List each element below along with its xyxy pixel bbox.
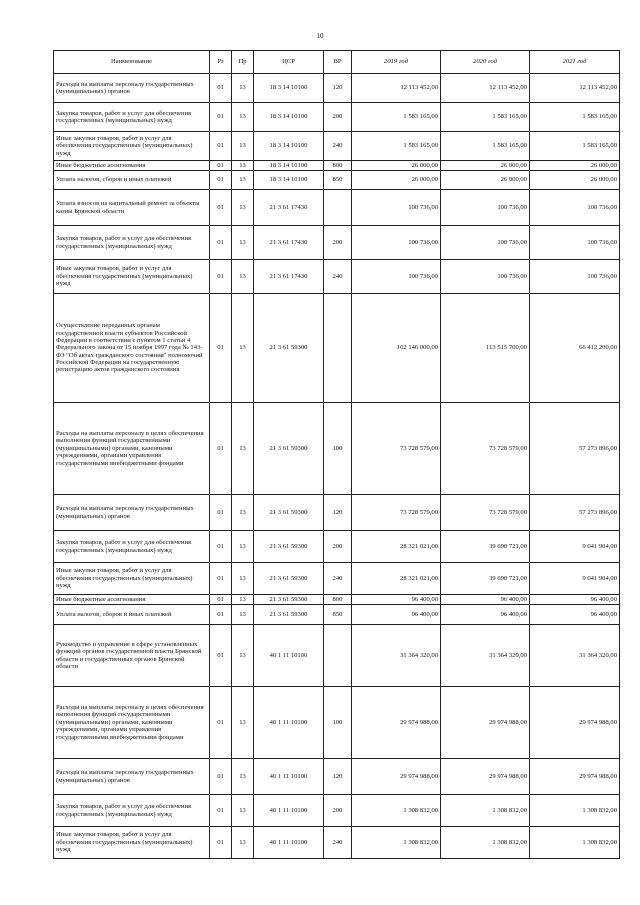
- cell-vr: 850: [324, 605, 352, 625]
- cell-y2021: 26 000,00: [530, 171, 620, 190]
- cell-name: Иные закупки товаров, работ и услуг для обеспечения государственных (муниципальных) нужд: [54, 827, 210, 859]
- cell-y2019: 26 000,00: [352, 171, 441, 190]
- cell-vr: 120: [324, 759, 352, 795]
- cell-rz: 01: [210, 190, 232, 226]
- cell-rz: 01: [210, 103, 232, 132]
- cell-csr: 18 3 14 10100: [254, 171, 324, 190]
- cell-pr: 13: [232, 132, 254, 161]
- cell-pr: 13: [232, 563, 254, 595]
- cell-vr: 800: [324, 161, 352, 171]
- header-name: Наименование: [54, 51, 210, 74]
- cell-y2019: 1 308 832,00: [352, 827, 441, 859]
- cell-y2020: 26 000,00: [441, 171, 530, 190]
- cell-y2020: 39 690 721,00: [441, 563, 530, 595]
- cell-pr: 13: [232, 827, 254, 859]
- cell-vr: 240: [324, 563, 352, 595]
- cell-y2019: 31 364 320,00: [352, 625, 441, 687]
- cell-csr: 21 3 61 17430: [254, 226, 324, 260]
- cell-y2019: 73 728 579,00: [352, 403, 441, 495]
- cell-name: Расходы на выплаты персоналу государственных (муниципальных) органов: [54, 495, 210, 531]
- cell-csr: 21 3 61 59300: [254, 294, 324, 403]
- cell-rz: 01: [210, 161, 232, 171]
- table-header-row: [54, 51, 620, 74]
- cell-csr: 21 3 61 59300: [254, 403, 324, 495]
- cell-y2020: 29 974 988,00: [441, 687, 530, 759]
- cell-vr: 800: [324, 595, 352, 605]
- cell-name: Расходы на выплаты персоналу государственных (муниципальных) органов: [54, 759, 210, 795]
- cell-csr: 40 1 11 10100: [254, 795, 324, 827]
- cell-y2020: 12 113 452,00: [441, 74, 530, 103]
- cell-name: Иные бюджетные ассигнования: [54, 595, 210, 605]
- cell-y2020: 31 364 320,00: [441, 625, 530, 687]
- table-row: [54, 294, 620, 403]
- cell-csr: 40 1 11 10100: [254, 827, 324, 859]
- page-number: 10: [316, 32, 324, 40]
- cell-name: Уплата налогов, сборов и иных платежей: [54, 171, 210, 190]
- header-2021: 2021 год: [530, 51, 620, 74]
- cell-pr: 13: [232, 595, 254, 605]
- cell-y2020: 73 728 579,00: [441, 495, 530, 531]
- cell-y2020: 100 736,00: [441, 190, 530, 226]
- cell-vr: [324, 190, 352, 226]
- cell-name: Иные закупки товаров, работ и услуг для обеспечения государственных (муниципальных) нужд: [54, 563, 210, 595]
- cell-y2021: 1 583 165,00: [530, 132, 620, 161]
- cell-rz: 01: [210, 294, 232, 403]
- cell-y2021: 96 400,00: [530, 595, 620, 605]
- cell-pr: 13: [232, 171, 254, 190]
- cell-y2019: 1 583 165,00: [352, 103, 441, 132]
- header-csr: ЦСР: [254, 51, 324, 74]
- cell-rz: 01: [210, 226, 232, 260]
- cell-y2020: 96 400,00: [441, 605, 530, 625]
- cell-csr: 21 3 61 59300: [254, 605, 324, 625]
- cell-pr: 13: [232, 495, 254, 531]
- cell-pr: 13: [232, 161, 254, 171]
- cell-name: Закупка товаров, работ и услуг для обеспечения государственных (муниципальных) нужд: [54, 531, 210, 563]
- cell-y2021: 1 308 832,00: [530, 795, 620, 827]
- cell-y2021: 57 273 896,00: [530, 403, 620, 495]
- cell-csr: 18 3 14 10100: [254, 161, 324, 171]
- cell-rz: 01: [210, 595, 232, 605]
- cell-y2019: 1 308 832,00: [352, 795, 441, 827]
- cell-rz: 01: [210, 132, 232, 161]
- cell-vr: 200: [324, 103, 352, 132]
- cell-csr: 18 3 14 10100: [254, 74, 324, 103]
- table-row: [54, 260, 620, 294]
- cell-y2020: 73 728 579,00: [441, 403, 530, 495]
- table-row: [54, 563, 620, 595]
- cell-y2020: 96 400,00: [441, 595, 530, 605]
- cell-y2020: 26 000,00: [441, 161, 530, 171]
- cell-rz: 01: [210, 531, 232, 563]
- table-row: [54, 403, 620, 495]
- cell-y2021: 26 000,00: [530, 161, 620, 171]
- cell-rz: 01: [210, 759, 232, 795]
- cell-vr: 240: [324, 132, 352, 161]
- cell-pr: 13: [232, 687, 254, 759]
- cell-y2021: 66 412 200,00: [530, 294, 620, 403]
- cell-rz: 01: [210, 625, 232, 687]
- cell-pr: 13: [232, 531, 254, 563]
- cell-y2019: 96 400,00: [352, 605, 441, 625]
- cell-csr: 21 3 61 17430: [254, 260, 324, 294]
- cell-y2019: 100 736,00: [352, 190, 441, 226]
- cell-y2019: 12 113 452,00: [352, 74, 441, 103]
- cell-name: Расходы на выплаты персоналу в целях обеспечения выполнения функций государственными (муниципальными) органами, казенными учреждениями, органами управления государственными внебюджетными фондами: [54, 687, 210, 759]
- cell-y2020: 1 308 832,00: [441, 795, 530, 827]
- budget-table: [53, 50, 620, 859]
- cell-csr: 40 1 11 10100: [254, 759, 324, 795]
- table-row: [54, 759, 620, 795]
- cell-y2021: 29 974 988,00: [530, 759, 620, 795]
- cell-pr: 13: [232, 605, 254, 625]
- cell-name: Закупка товаров, работ и услуг для обеспечения государственных (муниципальных) нужд: [54, 226, 210, 260]
- cell-rz: 01: [210, 605, 232, 625]
- cell-y2020: 1 583 165,00: [441, 103, 530, 132]
- table-row: [54, 795, 620, 827]
- cell-csr: 21 3 61 59300: [254, 595, 324, 605]
- cell-y2021: 100 736,00: [530, 260, 620, 294]
- cell-y2020: 1 583 165,00: [441, 132, 530, 161]
- cell-name: Закупка товаров, работ и услуг для обеспечения государственных (муниципальных) нужд: [54, 795, 210, 827]
- cell-csr: 21 3 61 59300: [254, 531, 324, 563]
- cell-vr: 120: [324, 74, 352, 103]
- cell-y2021: 100 736,00: [530, 190, 620, 226]
- cell-rz: 01: [210, 403, 232, 495]
- cell-y2021: 12 113 452,00: [530, 74, 620, 103]
- table-row: [54, 103, 620, 132]
- cell-vr: 850: [324, 171, 352, 190]
- cell-name: Расходы на выплаты персоналу государственных (муниципальных) органов: [54, 74, 210, 103]
- table-row: [54, 190, 620, 226]
- table-row: [54, 226, 620, 260]
- cell-y2021: 9 041 904,00: [530, 563, 620, 595]
- header-pr: Пр: [232, 51, 254, 74]
- header-2020: 2020 год: [441, 51, 530, 74]
- cell-rz: 01: [210, 827, 232, 859]
- cell-pr: 13: [232, 625, 254, 687]
- cell-pr: 13: [232, 103, 254, 132]
- cell-name: Иные бюджетные ассигнования: [54, 161, 210, 171]
- cell-y2021: 29 974 988,00: [530, 687, 620, 759]
- table-row: [54, 595, 620, 605]
- cell-pr: 13: [232, 403, 254, 495]
- table-row: [54, 625, 620, 687]
- cell-csr: 21 3 61 59300: [254, 563, 324, 595]
- cell-y2021: 1 308 832,00: [530, 827, 620, 859]
- table-row: [54, 827, 620, 859]
- cell-vr: 200: [324, 226, 352, 260]
- cell-csr: 18 3 14 10100: [254, 132, 324, 161]
- cell-rz: 01: [210, 171, 232, 190]
- cell-name: Руководство и управление в сфере установленных функций органов государственной власти Брянской области и государственных органов Брянской области: [54, 625, 210, 687]
- header-vr: ВР: [324, 51, 352, 74]
- cell-vr: 240: [324, 827, 352, 859]
- cell-y2019: 29 974 988,00: [352, 687, 441, 759]
- cell-y2020: 100 736,00: [441, 260, 530, 294]
- cell-rz: 01: [210, 563, 232, 595]
- cell-name: Закупка товаров, работ и услуг для обеспечения государственных (муниципальных) нужд: [54, 103, 210, 132]
- cell-y2021: 100 736,00: [530, 226, 620, 260]
- header-rz: Рз: [210, 51, 232, 74]
- cell-name: Уплата взносов на капитальный ремонт за объекты казны Брянской области: [54, 190, 210, 226]
- cell-pr: 13: [232, 294, 254, 403]
- cell-vr: [324, 625, 352, 687]
- cell-vr: 240: [324, 260, 352, 294]
- cell-y2021: 96 400,00: [530, 605, 620, 625]
- cell-name: Осуществление переданных органам государственной власти субъектов Российской Федерации в соответствии с пунктом 1 статьи 4 Федерального закона от 15 ноября 1997 года № 143-ФЗ "Об актах гражданского состояния" полномочий Российской Федерации на государственную регистрацию актов гражданского состояния: [54, 294, 210, 403]
- table-row: [54, 687, 620, 759]
- cell-csr: 40 1 11 10100: [254, 625, 324, 687]
- cell-pr: 13: [232, 759, 254, 795]
- cell-y2020: 100 736,00: [441, 226, 530, 260]
- cell-y2021: 57 273 896,00: [530, 495, 620, 531]
- cell-csr: 40 1 11 10100: [254, 687, 324, 759]
- cell-y2019: 102 146 000,00: [352, 294, 441, 403]
- cell-name: Уплата налогов, сборов и иных платежей: [54, 605, 210, 625]
- cell-rz: 01: [210, 260, 232, 294]
- cell-vr: 100: [324, 687, 352, 759]
- table-row: [54, 495, 620, 531]
- cell-csr: 18 3 14 10100: [254, 103, 324, 132]
- table-row: [54, 171, 620, 190]
- cell-csr: 21 3 61 17430: [254, 190, 324, 226]
- cell-y2019: 29 974 988,00: [352, 759, 441, 795]
- cell-vr: [324, 294, 352, 403]
- cell-name: Расходы на выплаты персоналу в целях обеспечения выполнения функций государственными (муниципальными) органами, казенными учреждениями, органами управления государственными внебюджетными фондами: [54, 403, 210, 495]
- cell-y2020: 1 308 832,00: [441, 827, 530, 859]
- cell-pr: 13: [232, 260, 254, 294]
- cell-rz: 01: [210, 795, 232, 827]
- cell-vr: 100: [324, 403, 352, 495]
- cell-y2020: 29 974 988,00: [441, 759, 530, 795]
- cell-pr: 13: [232, 226, 254, 260]
- cell-pr: 13: [232, 190, 254, 226]
- cell-rz: 01: [210, 495, 232, 531]
- cell-y2020: 39 690 721,00: [441, 531, 530, 563]
- cell-vr: 200: [324, 795, 352, 827]
- cell-name: Иные закупки товаров, работ и услуг для обеспечения государственных (муниципальных) нужд: [54, 132, 210, 161]
- header-2019: 2019 год: [352, 51, 441, 74]
- cell-rz: 01: [210, 74, 232, 103]
- table-row: [54, 132, 620, 161]
- cell-y2019: 28 321 021,00: [352, 531, 441, 563]
- cell-y2019: 100 736,00: [352, 260, 441, 294]
- cell-y2019: 26 000,00: [352, 161, 441, 171]
- cell-y2019: 96 400,00: [352, 595, 441, 605]
- cell-y2020: 113 515 700,00: [441, 294, 530, 403]
- cell-y2019: 73 728 579,00: [352, 495, 441, 531]
- cell-csr: 21 3 61 59300: [254, 495, 324, 531]
- table-row: [54, 531, 620, 563]
- cell-y2021: 1 583 165,00: [530, 103, 620, 132]
- cell-y2021: 9 041 904,00: [530, 531, 620, 563]
- cell-y2019: 28 321 021,00: [352, 563, 441, 595]
- table-row: [54, 74, 620, 103]
- cell-y2019: 100 736,00: [352, 226, 441, 260]
- cell-pr: 13: [232, 795, 254, 827]
- cell-pr: 13: [232, 74, 254, 103]
- table-row: [54, 161, 620, 171]
- cell-y2019: 1 583 165,00: [352, 132, 441, 161]
- cell-rz: 01: [210, 687, 232, 759]
- cell-vr: 120: [324, 495, 352, 531]
- cell-name: Иные закупки товаров, работ и услуг для обеспечения государственных (муниципальных) нужд: [54, 260, 210, 294]
- cell-y2021: 31 364 320,00: [530, 625, 620, 687]
- table-row: [54, 605, 620, 625]
- cell-vr: 200: [324, 531, 352, 563]
